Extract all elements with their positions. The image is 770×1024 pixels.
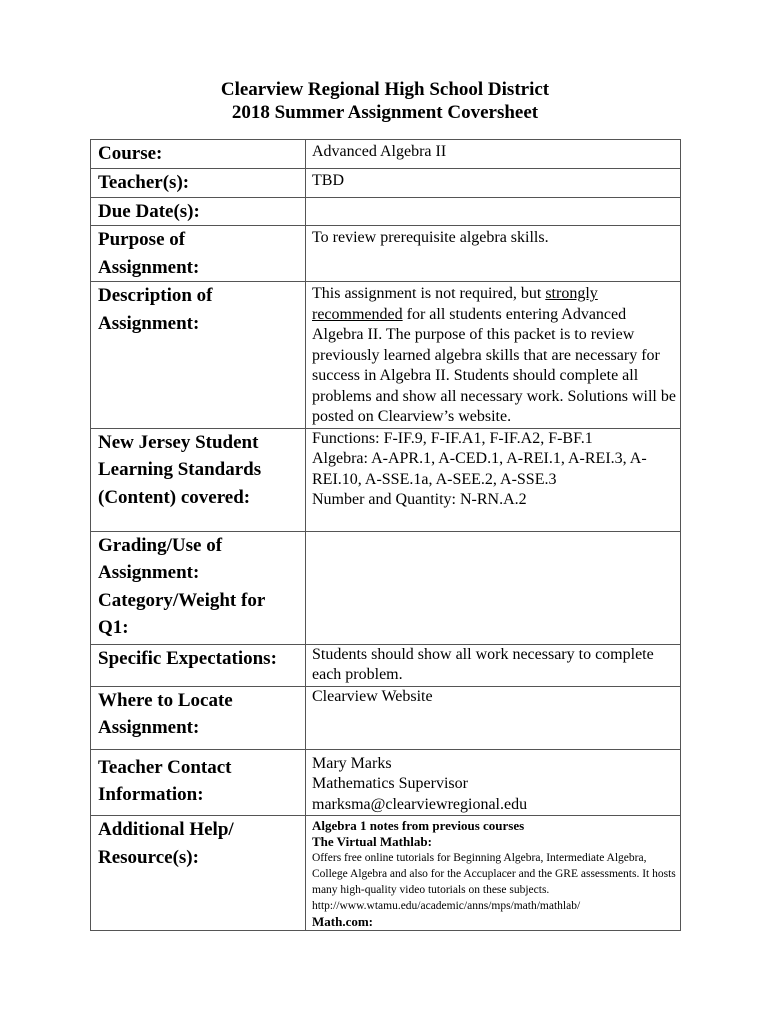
locate-value: Clearview Website (306, 686, 681, 749)
teachers-value: TBD (306, 169, 681, 198)
help-mathlab-url[interactable]: http://www.wtamu.edu/academic/anns/mps/math/mathlab/ (312, 900, 581, 912)
course-value: Advanced Algebra II (306, 140, 681, 169)
description-text-before: This assignment is not required, but (312, 285, 546, 302)
help-mathlab-title: The Virtual Mathlab: (312, 834, 432, 849)
description-emphasis: strongly recommended (312, 285, 598, 323)
row-purpose (91, 226, 681, 282)
grading-label: Grading/Use of Assignment: Category/Weight for Q1: (91, 531, 306, 644)
help-mathcom-title: Math.com: (312, 914, 374, 929)
standards-value: Functions: F-IF.9, F-IF.A1, F-IF.A2, F-BF.1 Algebra: A-APR.1, A-CED.1, A-REI.1, A-REI.3, A-REI.10, A-SSE.1a, A-SEE.2, A-SSE.3 Number and Quantity: N-RN.A.2 (306, 428, 681, 531)
row-due-date (91, 197, 681, 226)
row-description (91, 282, 681, 429)
contact-name: Mary Marks (312, 754, 392, 772)
district-name: Clearview Regional High School District (220, 79, 550, 100)
contact-email: marksma@clearviewregional.edu (312, 795, 528, 813)
expectations-value: Students should show all work necessary to complete each problem. (306, 644, 681, 686)
contact-title: Mathematics Supervisor (312, 775, 468, 792)
document-title (0, 78, 770, 124)
description-value (306, 282, 681, 429)
row-teachers (91, 169, 681, 198)
description-text-after: for all students entering Advanced Algebra II. The purpose of this packet is to review previously learned algebra skills that are necessary for success in Algebra II. Students should complete all problems and show all necessary work. Solutions will be posted on Clearview’s website. (312, 305, 676, 425)
description-label: Description of Assignment: (91, 282, 306, 429)
contact-label: Teacher Contact Information: (91, 749, 306, 816)
help-algebra-notes: Algebra 1 notes from previous courses (312, 818, 525, 833)
coversheet-title: 2018 Summer Assignment Coversheet (231, 102, 539, 123)
row-contact (91, 749, 681, 816)
course-label: Course: (91, 140, 306, 169)
teachers-label: Teacher(s): (91, 169, 306, 198)
help-value (306, 816, 681, 931)
locate-label: Where to Locate Assignment: (91, 686, 306, 749)
row-standards (91, 428, 681, 531)
expectations-label: Specific Expectations: (91, 644, 306, 686)
help-mathlab-description: Offers free online tutorials for Beginning Algebra, Intermediate Algebra, College Algebra and also for the Accuplacer and the GRE assessments. It hosts many high-quality video tutorials on these subjects. (312, 852, 676, 896)
purpose-label: Purpose of Assignment: (91, 226, 306, 282)
row-help (91, 816, 681, 931)
row-grading (91, 531, 681, 644)
grading-value (306, 531, 681, 644)
row-expectations (91, 644, 681, 686)
coversheet-table (90, 139, 681, 931)
contact-value (306, 749, 681, 816)
standards-label: New Jersey Student Learning Standards (Content) covered: (91, 428, 306, 531)
purpose-value: To review prerequisite algebra skills. (306, 226, 681, 282)
due-date-label: Due Date(s): (91, 197, 306, 226)
due-date-value (306, 197, 681, 226)
row-course (91, 140, 681, 169)
row-locate (91, 686, 681, 749)
help-label: Additional Help/ Resource(s): (91, 816, 306, 931)
